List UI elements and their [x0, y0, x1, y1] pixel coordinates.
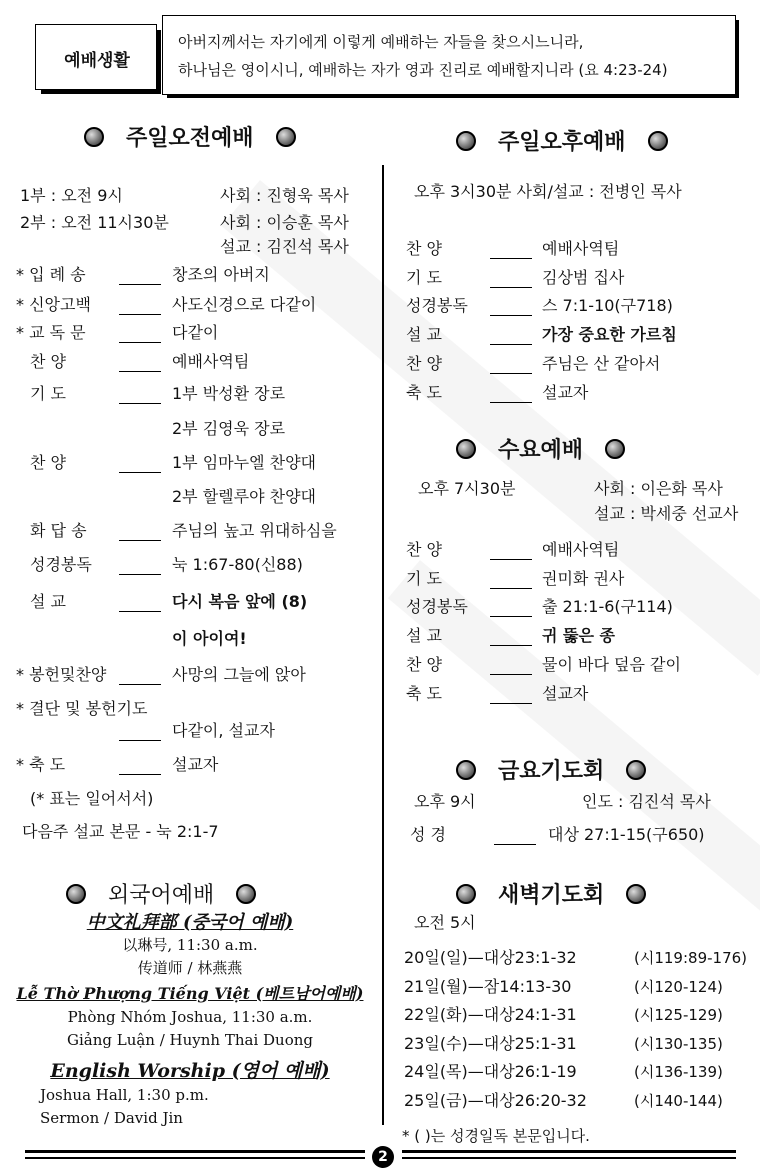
order-dash — [119, 361, 161, 380]
order-value: 1부 박성환 장로 — [172, 384, 286, 403]
chinese-service-preacher: 传道师 / 林燕燕 — [137, 959, 243, 977]
order-label: 성경봉독 — [406, 296, 468, 315]
bullet-icon — [456, 884, 476, 904]
dawn-psalm: (시120-124) — [634, 977, 723, 996]
order-label: 기 도 — [30, 384, 66, 403]
benediction-dash — [119, 764, 161, 783]
dawn-reading: 24일(목)—대상26:1-19 — [404, 1062, 577, 1081]
offering-label: * 봉헌및찬양 — [16, 665, 107, 684]
order-dash — [490, 392, 532, 411]
order-value: 스 7:1-10(구718) — [542, 296, 673, 315]
friday-scripture-value: 대상 27:1-15(구650) — [548, 825, 705, 844]
order-label: 기 도 — [406, 268, 442, 287]
bullet-icon — [648, 131, 668, 151]
order-value: 주님의 높고 위대하심을 — [172, 521, 337, 540]
order-label: 찬 양 — [406, 354, 442, 373]
vietnamese-service-preacher: Giảng Luận / Huynh Thai Duong — [66, 1031, 314, 1049]
order-label: 찬 양 — [30, 352, 66, 371]
order-dash — [490, 305, 532, 324]
order-dash — [490, 606, 532, 625]
order-label: 찬 양 — [406, 540, 442, 559]
vietnamese-service-location: Phòng Nhóm Joshua, 11:30 a.m. — [67, 1008, 313, 1026]
dawn-psalm: (시140-144) — [634, 1091, 723, 1110]
benediction-value: 설교자 — [172, 755, 219, 774]
commitment-dash — [119, 730, 161, 749]
morning-service2-time: 2부 : 오전 11시30분 — [20, 213, 169, 232]
order-label: 성경봉독 — [406, 597, 468, 616]
vietnamese-service-title: Lễ Thờ Phượng Tiếng Việt (베트남어예배) — [16, 984, 364, 1003]
wednesday-preacher: 설교 : 박세중 선교사 — [594, 504, 739, 523]
order-label: 화 답 송 — [30, 521, 87, 540]
bullet-icon — [456, 131, 476, 151]
order-value: 출 21:1-6(구114) — [542, 597, 673, 616]
bullet-icon — [626, 884, 646, 904]
dawn-note: * ( )는 성경일독 본문입니다. — [402, 1127, 590, 1145]
dawn-psalm: (시130-135) — [634, 1034, 723, 1053]
order-dash — [119, 332, 161, 351]
dawn-prayer-title: 새벽기도회 — [456, 878, 646, 909]
friday-scripture-dash — [494, 834, 536, 853]
afternoon-time-leader: 오후 3시30분 사회/설교 : 전병인 목사 — [414, 182, 682, 201]
order-value: 2부 김영욱 장로 — [172, 419, 286, 438]
morning-service2-leader: 사회 : 이승훈 목사 — [220, 213, 349, 232]
order-value: 눅 1:67-80(신88) — [172, 555, 303, 574]
order-value: 창조의 아버지 — [172, 265, 270, 284]
column-divider — [382, 165, 384, 1125]
offering-value: 사망의 그늘에 앉아 — [172, 665, 306, 684]
dawn-time: 오전 5시 — [414, 913, 476, 932]
order-label: 설 교 — [406, 325, 442, 344]
order-dash — [119, 462, 161, 481]
foreign-service-title: 외국어예배 — [66, 878, 256, 909]
order-dash — [490, 277, 532, 296]
header-verse-line2: 하나님은 영이시니, 예배하는 자가 영과 진리로 예배할지니라 (요 4:23-24) — [178, 61, 668, 79]
order-dash — [490, 248, 532, 267]
order-dash — [119, 274, 161, 293]
bullet-icon — [236, 884, 256, 904]
dawn-reading: 25일(금)—대상26:20-32 — [404, 1090, 587, 1110]
order-dash — [490, 635, 532, 654]
order-value: 사도신경으로 다같이 — [172, 295, 317, 314]
wednesday-time: 오후 7시30분 — [418, 479, 516, 498]
footer-rule-right — [402, 1150, 736, 1153]
commitment-label: * 결단 및 봉헌기도 — [16, 699, 148, 718]
bullet-icon — [456, 760, 476, 780]
order-dash — [119, 564, 161, 583]
footer-rule-right — [402, 1157, 736, 1159]
page-number: 2 — [372, 1146, 394, 1168]
order-label: 찬 양 — [406, 239, 442, 258]
order-value: 물이 바다 덮음 같이 — [542, 655, 681, 674]
chinese-service-title: 中文礼拜部 (중국어 예배) — [86, 912, 294, 933]
morning-service1-leader: 사회 : 진형욱 목사 — [220, 186, 349, 205]
next-week-sermon: 다음주 설교 본문 - 눅 2:1-7 — [22, 822, 219, 841]
header-verse-box — [162, 15, 736, 95]
wednesday-leader: 사회 : 이은화 목사 — [594, 479, 723, 498]
dawn-reading: 20일(일)—대상23:1-32 — [404, 948, 577, 967]
order-value: 2부 할렐루야 찬양대 — [172, 487, 316, 506]
dawn-psalm: (시119:89-176) — [634, 949, 748, 967]
morning-service-title: 주일오전예배 — [84, 121, 296, 152]
bullet-icon — [276, 127, 296, 147]
order-label: 찬 양 — [406, 655, 442, 674]
friday-time: 오후 9시 — [414, 792, 476, 811]
bullet-icon — [84, 127, 104, 147]
morning-preacher: 설교 : 김진석 목사 — [220, 237, 349, 256]
order-dash — [490, 549, 532, 568]
order-value: 이 아이여! — [172, 629, 247, 648]
english-service-preacher: Sermon / David Jin — [40, 1109, 183, 1127]
header-label: 예배생활 — [64, 50, 130, 71]
order-label: 축 도 — [406, 383, 442, 402]
order-label: * 교 독 문 — [16, 323, 86, 342]
order-label: * 입 례 송 — [16, 265, 86, 284]
order-value: 귀 뚫은 종 — [542, 626, 615, 645]
morning-service1-time: 1부 : 오전 9시 — [20, 186, 123, 205]
footer-rule-left — [25, 1157, 365, 1159]
order-value: 가장 중요한 가르침 — [542, 325, 677, 344]
order-value: 설교자 — [542, 383, 589, 402]
dawn-reading: 21일(월)—잠14:13-30 — [404, 976, 572, 996]
order-label: 축 도 — [406, 684, 442, 703]
order-dash — [119, 304, 161, 323]
dawn-reading: 23일(수)—대상25:1-31 — [404, 1033, 577, 1053]
bullet-icon — [626, 760, 646, 780]
order-dash — [490, 693, 532, 712]
friday-leader: 인도 : 김진석 목사 — [582, 792, 711, 811]
wednesday-service-title: 수요예배 — [456, 433, 625, 464]
order-value: 예배사역팀 — [542, 540, 620, 559]
english-service-location: Joshua Hall, 1:30 p.m. — [40, 1086, 209, 1104]
footer-rule-left — [25, 1150, 365, 1153]
standing-note: (* 표는 일어서서) — [30, 789, 154, 808]
order-dash — [490, 664, 532, 683]
dawn-psalm: (시136-139) — [634, 1063, 723, 1081]
english-service-title: English Worship (영어 예배) — [50, 1060, 330, 1082]
order-label: 설 교 — [30, 592, 66, 611]
order-dash — [119, 393, 161, 412]
benediction-label: * 축 도 — [16, 755, 66, 774]
dawn-reading: 22일(화)—대상24:1-31 — [404, 1005, 577, 1024]
bullet-icon — [605, 439, 625, 459]
order-dash — [490, 334, 532, 353]
header-verse-line1: 아버지께서는 자기에게 이렇게 예배하는 자들을 찾으시느니라, — [178, 33, 584, 51]
order-value: 주님은 산 같아서 — [542, 354, 661, 373]
order-dash — [119, 601, 161, 620]
order-dash — [119, 530, 161, 549]
order-label: * 신앙고백 — [16, 295, 91, 314]
friday-scripture-label: 성 경 — [410, 825, 446, 844]
order-value: 설교자 — [542, 684, 589, 703]
order-label: 기 도 — [406, 569, 442, 588]
order-value: 예배사역팀 — [542, 239, 620, 258]
order-value: 다시 복음 앞에 (8) — [172, 592, 308, 611]
order-label: 찬 양 — [30, 453, 66, 472]
order-value: 1부 임마누엘 찬양대 — [172, 453, 316, 472]
order-dash — [490, 578, 532, 597]
order-value: 권미화 권사 — [542, 569, 625, 588]
order-dash — [490, 363, 532, 382]
bullet-icon — [66, 884, 86, 904]
friday-prayer-title: 금요기도회 — [456, 754, 646, 785]
commitment-value: 다같이, 설교자 — [172, 721, 275, 740]
offering-dash — [119, 674, 161, 693]
dawn-psalm: (시125-129) — [634, 1006, 723, 1024]
order-value: 다같이 — [172, 323, 219, 342]
order-value: 김상범 집사 — [542, 268, 625, 287]
bullet-icon — [456, 439, 476, 459]
order-label: 설 교 — [406, 626, 442, 645]
order-value: 예배사역팀 — [172, 352, 250, 371]
chinese-service-location: 以琳号, 11:30 a.m. — [122, 936, 258, 954]
order-label: 성경봉독 — [30, 555, 92, 574]
afternoon-service-title: 주일오후예배 — [456, 125, 668, 156]
